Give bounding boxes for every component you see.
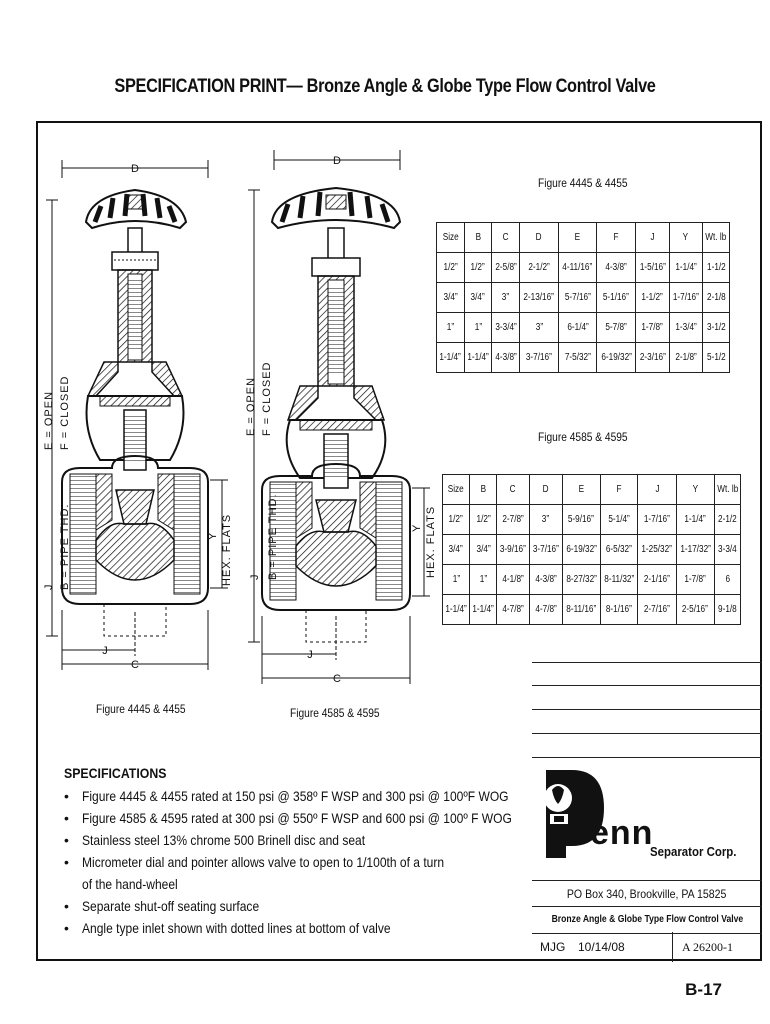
revision-row — [532, 734, 762, 758]
dim-d-right: D — [333, 155, 341, 167]
table-cell: 3” — [529, 505, 562, 535]
table-cell: 1-1/4” — [443, 595, 470, 625]
table-cell: 6-5/32” — [600, 535, 638, 565]
specifications-list — [64, 785, 514, 939]
dimension-table-4445 — [436, 222, 730, 373]
table-header-cell: D — [529, 475, 562, 505]
table-header-cell: B — [464, 223, 492, 253]
table-cell: 4-3/8” — [529, 565, 562, 595]
table-cell: 1/2” — [443, 505, 470, 535]
logo-text: enn — [590, 814, 654, 852]
specifications-heading: SPECIFICATIONS — [64, 765, 167, 781]
dim-y-right: Y — [411, 524, 423, 532]
table-cell: 5-1/2 — [702, 343, 729, 373]
table-cell: 1-7/16” — [638, 505, 676, 535]
revision-row — [532, 710, 762, 734]
table-cell: 3-3/4” — [492, 313, 520, 343]
table-header-cell: Size — [443, 475, 470, 505]
table-cell: 1” — [464, 313, 492, 343]
table-header-cell: B — [470, 475, 497, 505]
table-cell: 3-9/16” — [497, 535, 530, 565]
table-header-cell: Y — [676, 475, 714, 505]
table-header-cell: D — [519, 223, 558, 253]
list-item: • Angle type inlet shown with dotted lines at bottom of valve — [64, 917, 514, 939]
table-cell: 1-1/4” — [464, 343, 492, 373]
table-cell: 1-1/4” — [470, 595, 497, 625]
list-item: • Stainless steel 13% chrome 500 Brinell disc and seat — [64, 829, 514, 851]
table-cell: 1-1/4” — [437, 343, 465, 373]
table-header-cell: J — [636, 223, 669, 253]
table-cell: 1/2” — [464, 253, 492, 283]
bullet-icon: • — [64, 854, 69, 870]
table-cell: 2-5/16” — [676, 595, 714, 625]
table-cell: 3” — [492, 283, 520, 313]
table-cell: 3/4” — [470, 535, 497, 565]
table-cell: 6 — [714, 565, 741, 595]
meta-divider — [672, 932, 673, 962]
table-cell: 2-1/16” — [638, 565, 676, 595]
table-cell: 6-1/4” — [558, 313, 596, 343]
table-cell: 3” — [519, 313, 558, 343]
table-header-cell: C — [497, 475, 530, 505]
table-header-cell: C — [492, 223, 520, 253]
table-header-cell: F — [600, 475, 638, 505]
table-cell: 3-3/4 — [714, 535, 741, 565]
dim-c-right: C — [333, 673, 341, 685]
left-valve-drawing — [46, 160, 228, 670]
dim-y-left: Y — [207, 532, 219, 540]
table-cell: 1” — [437, 313, 465, 343]
drawing-number: A 26200-1 — [682, 940, 733, 954]
table-cell: 5-1/16” — [597, 283, 636, 313]
company-address: PO Box 340, Brookville, PA 15825 — [532, 880, 762, 907]
revision-row — [532, 662, 762, 686]
table-cell: 2-1/2 — [714, 505, 741, 535]
table-header-cell: Wt. lb — [702, 223, 729, 253]
table-row — [437, 313, 730, 343]
table-header-cell: Size — [437, 223, 465, 253]
table-cell: 2-7/8” — [497, 505, 530, 535]
table-cell: 4-1/8” — [497, 565, 530, 595]
table-cell: 4-7/8” — [497, 595, 530, 625]
table-header-cell: E — [558, 223, 596, 253]
table-header-cell: F — [597, 223, 636, 253]
table-cell: 5-9/16” — [562, 505, 600, 535]
table-cell: 5-7/16” — [558, 283, 596, 313]
drawn-by: MJG — [540, 940, 566, 954]
table-cell: 4-3/8” — [597, 253, 636, 283]
dim-f-closed-left: F = CLOSED — [59, 375, 71, 450]
table-cell: 2-1/8” — [669, 343, 702, 373]
table-row — [437, 253, 730, 283]
table-cell: 7-5/32” — [558, 343, 596, 373]
dim-c-left: C — [131, 659, 139, 671]
table-header-cell: E — [562, 475, 600, 505]
table-cell: 8-27/32” — [562, 565, 600, 595]
table-cell: 5-7/8” — [597, 313, 636, 343]
bullet-icon: • — [64, 898, 69, 914]
table-cell: 3/4” — [443, 535, 470, 565]
table-cell: 2-7/16” — [638, 595, 676, 625]
table-row — [443, 535, 741, 565]
title-block-revisions — [532, 662, 762, 758]
table-cell: 1-25/32” — [638, 535, 676, 565]
table-row — [437, 343, 730, 373]
dim-j-left: J — [102, 645, 108, 657]
table-cell: 1-7/8” — [676, 565, 714, 595]
table-cell: 3/4” — [437, 283, 465, 313]
table-cell: 1-1/4” — [669, 253, 702, 283]
table1-caption: Figure 4445 & 4455 — [538, 176, 628, 190]
table-header-cell: Wt. lb — [714, 475, 741, 505]
left-figure-caption: Figure 4445 & 4455 — [96, 702, 186, 716]
table-cell: 1-5/16” — [636, 253, 669, 283]
dim-b-pipe-left: B = PIPE THD. — [59, 503, 71, 590]
table-header-cell: J — [638, 475, 676, 505]
bullet-icon: • — [64, 832, 69, 848]
list-item: • Separate shut-off seating surface — [64, 895, 514, 917]
table-cell: 8-1/16” — [600, 595, 638, 625]
dim-hex-flats-right: HEX. FLATS — [425, 505, 437, 578]
table-cell: 6-19/32” — [562, 535, 600, 565]
table-cell: 1-3/4” — [669, 313, 702, 343]
list-item: • Figure 4445 & 4455 rated at 150 psi @ 358º F WSP and 300 psi @ 100ºF WOG — [64, 785, 514, 807]
right-valve-drawing — [248, 150, 430, 684]
company-logo — [532, 758, 762, 876]
drawing-date: 10/14/08 — [578, 940, 625, 954]
specifications-section — [64, 762, 514, 939]
table-cell: 2-13/16” — [519, 283, 558, 313]
table-cell: 3-1/2 — [702, 313, 729, 343]
right-figure-caption: Figure 4585 & 4595 — [290, 706, 380, 720]
dimension-table-4585 — [442, 474, 741, 625]
dim-b-pipe-right: B = PIPE THD. — [267, 493, 279, 580]
table-cell: 1” — [443, 565, 470, 595]
list-item: • Figure 4585 & 4595 rated at 300 psi @ 550º F WSP and 600 psi @ 100º F WOG — [64, 807, 514, 829]
table-cell: 1-1/2” — [636, 283, 669, 313]
table-cell: 3/4” — [464, 283, 492, 313]
table-header-row — [443, 475, 741, 505]
table-cell: 3-7/16” — [519, 343, 558, 373]
table-cell: 1” — [470, 565, 497, 595]
table-cell: 1-17/32” — [676, 535, 714, 565]
table-cell: 1-1/4” — [676, 505, 714, 535]
page-title: SPECIFICATION PRINT— Bronze Angle & Globe Type Flow Control Valve — [114, 76, 656, 97]
table-cell: 1/2” — [470, 505, 497, 535]
table-cell: 2-3/16” — [636, 343, 669, 373]
table-cell: 2-1/8 — [702, 283, 729, 313]
table-cell: 2-1/2” — [519, 253, 558, 283]
dim-d-left: D — [131, 163, 139, 175]
table-cell: 1/2” — [437, 253, 465, 283]
bullet-icon: • — [64, 920, 69, 936]
table-cell: 6-19/32” — [597, 343, 636, 373]
dim-j-right: J — [307, 649, 313, 661]
table-cell: 2-5/8” — [492, 253, 520, 283]
table-cell: 1-1/2 — [702, 253, 729, 283]
table-cell: 8-11/16” — [562, 595, 600, 625]
table-row — [437, 283, 730, 313]
revision-row — [532, 686, 762, 710]
table-cell: 5-1/4” — [600, 505, 638, 535]
table-header-cell: Y — [669, 223, 702, 253]
table-cell: 4-7/8” — [529, 595, 562, 625]
table-row — [443, 595, 741, 625]
dim-e-open-left: E = OPEN — [43, 390, 55, 450]
dim-e-open-right: E = OPEN — [245, 376, 257, 436]
dim-j-vert-left: J — [43, 584, 55, 590]
table-cell: 4-3/8” — [492, 343, 520, 373]
list-item: • Micrometer dial and pointer allows valve to open to 1/100th of a turn of the hand-wheel — [64, 851, 514, 895]
drawing-meta — [532, 932, 762, 962]
table-row — [443, 505, 741, 535]
dim-f-closed-right: F = CLOSED — [261, 361, 273, 436]
table-row — [443, 565, 741, 595]
table-cell: 1-7/8” — [636, 313, 669, 343]
table-cell: 1-7/16” — [669, 283, 702, 313]
page-number: B-17 — [685, 980, 722, 999]
table2-caption: Figure 4585 & 4595 — [538, 430, 628, 444]
bullet-icon: • — [64, 788, 69, 804]
table-header-row — [437, 223, 730, 253]
dim-hex-flats-left: HEX. FLATS — [221, 513, 233, 586]
table-cell: 4-11/16” — [558, 253, 596, 283]
drawing-description: Bronze Angle & Globe Type Flow Control Valve — [532, 906, 762, 934]
company-name-suffix: Separator Corp. — [650, 844, 737, 859]
dim-j-vert-right: J — [249, 574, 261, 580]
table-cell: 3-7/16” — [529, 535, 562, 565]
bullet-icon: • — [64, 810, 69, 826]
table-cell: 8-11/32” — [600, 565, 638, 595]
table-cell: 9-1/8 — [714, 595, 741, 625]
